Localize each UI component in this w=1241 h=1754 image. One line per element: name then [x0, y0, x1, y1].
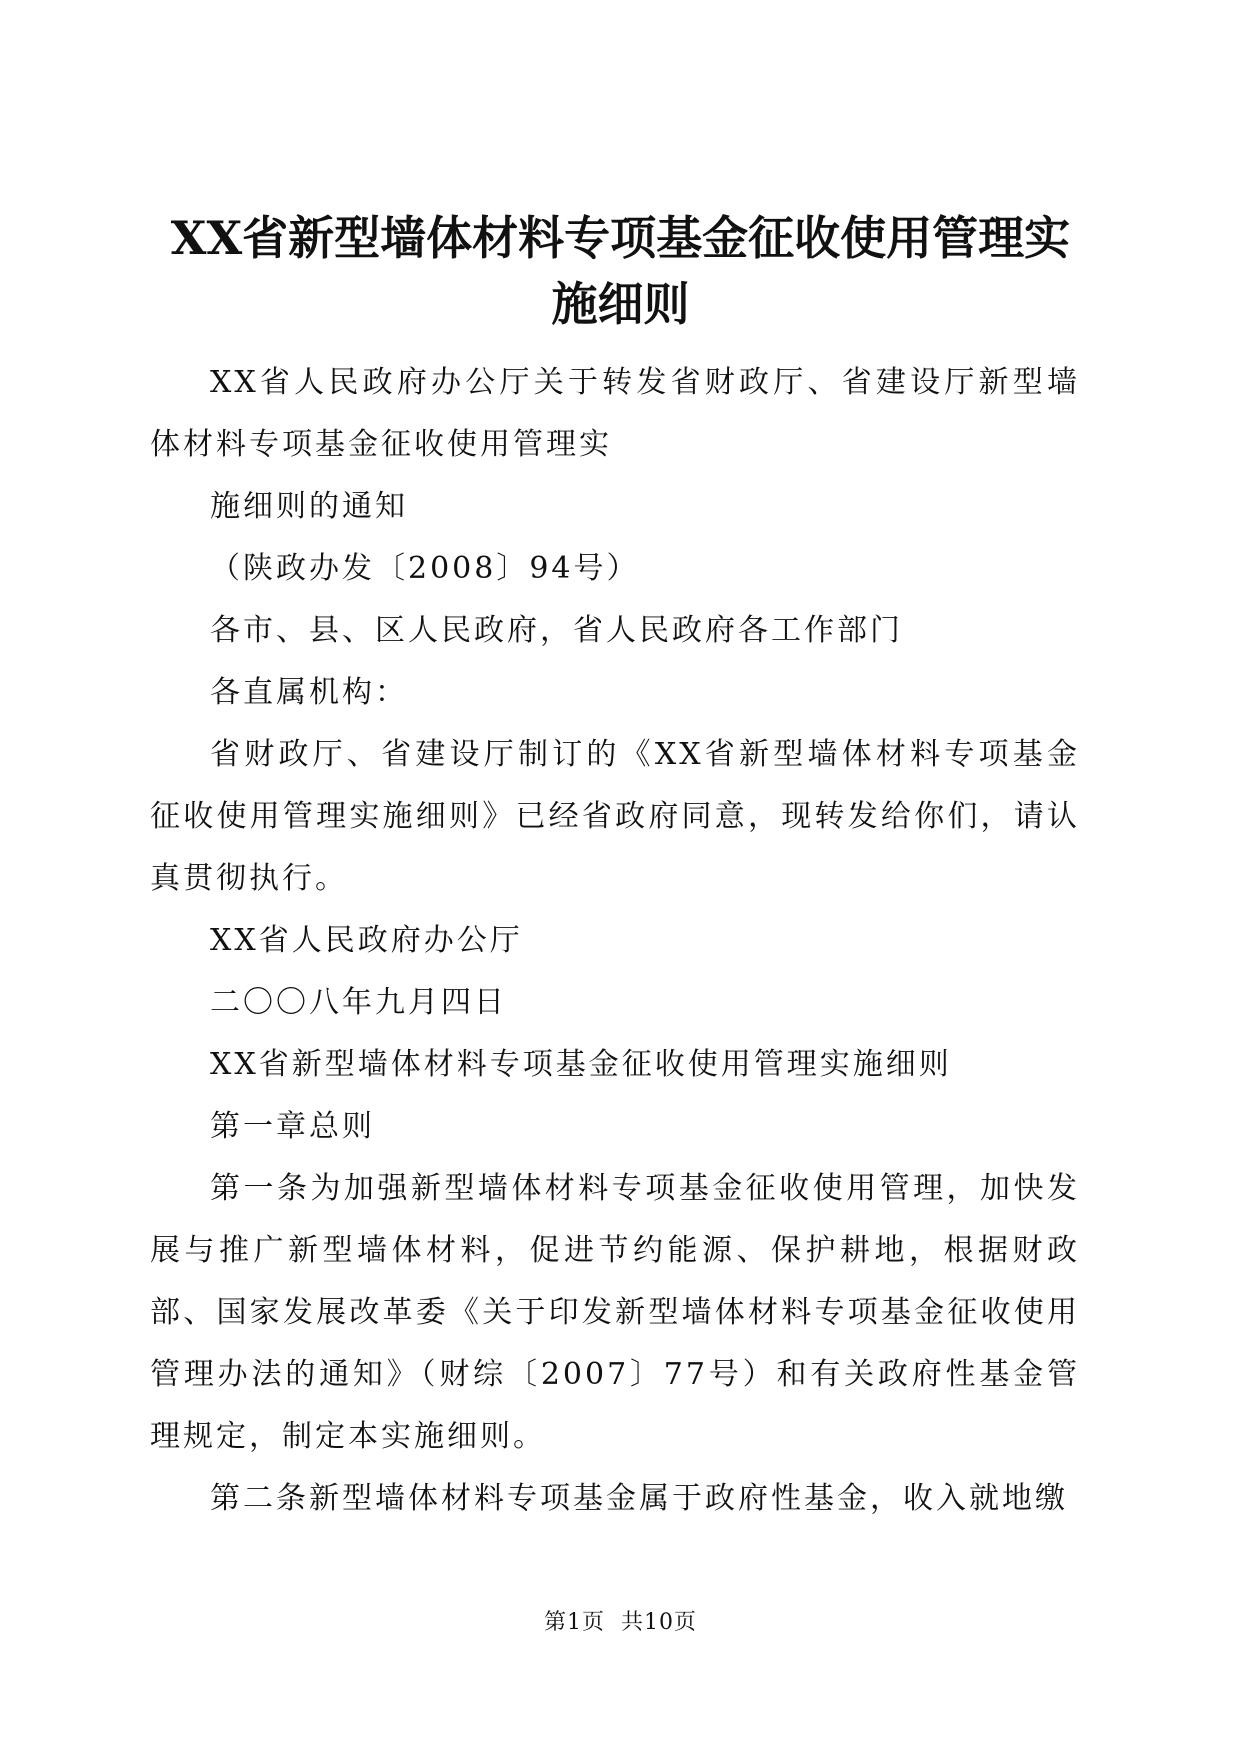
page-label-mid: 页 共	[582, 1610, 644, 1635]
page-label-prefix: 第	[543, 1610, 567, 1635]
paragraph: 各直属机构：	[210, 675, 408, 710]
paragraph: 第一条为加强新型墙体材料专项基金征收使用管理，加快发展与推广新型墙体材料，促进节约能源、保护耕地，根据财政部、国家发展改革委《关于印发新型墙体材料专项基金征收使用管理办法的通知》（财综〔2007〕77号）和有关政府性基金管理规定，制定本实施细则。	[150, 1171, 1080, 1454]
paragraph: 第一章总则	[210, 1109, 375, 1144]
page-footer	[0, 1608, 1241, 1638]
paragraph: 各市、县、区人民政府，省人民政府各工作部门	[210, 613, 903, 648]
page-current: 1	[567, 1610, 582, 1635]
page-total: 10	[644, 1610, 674, 1635]
page-label-suffix: 页	[674, 1610, 698, 1635]
paragraph: 第二条新型墙体材料专项基金属于政府性基金，收入就地缴	[210, 1481, 1068, 1516]
document-body	[150, 352, 1080, 1530]
paragraph: XX省人民政府办公厅关于转发省财政厅、省建设厅新型墙体材料专项基金征收使用管理实	[150, 365, 1080, 462]
document-title: XX省新型墙体材料专项基金征收使用管理实施细则	[170, 211, 1071, 331]
paragraph: （陕政办发〔2008〕94号）	[210, 551, 640, 586]
paragraph: XX省人民政府办公厅	[210, 923, 523, 958]
paragraph: 省财政厅、省建设厅制订的《XX省新型墙体材料专项基金征收使用管理实施细则》已经省政府同意，现转发给你们，请认真贯彻执行。	[150, 737, 1080, 896]
paragraph: 施细则的通知	[210, 489, 408, 524]
paragraph: XX省新型墙体材料专项基金征收使用管理实施细则	[210, 1047, 952, 1082]
paragraph: 二〇〇八年九月四日	[210, 985, 507, 1020]
